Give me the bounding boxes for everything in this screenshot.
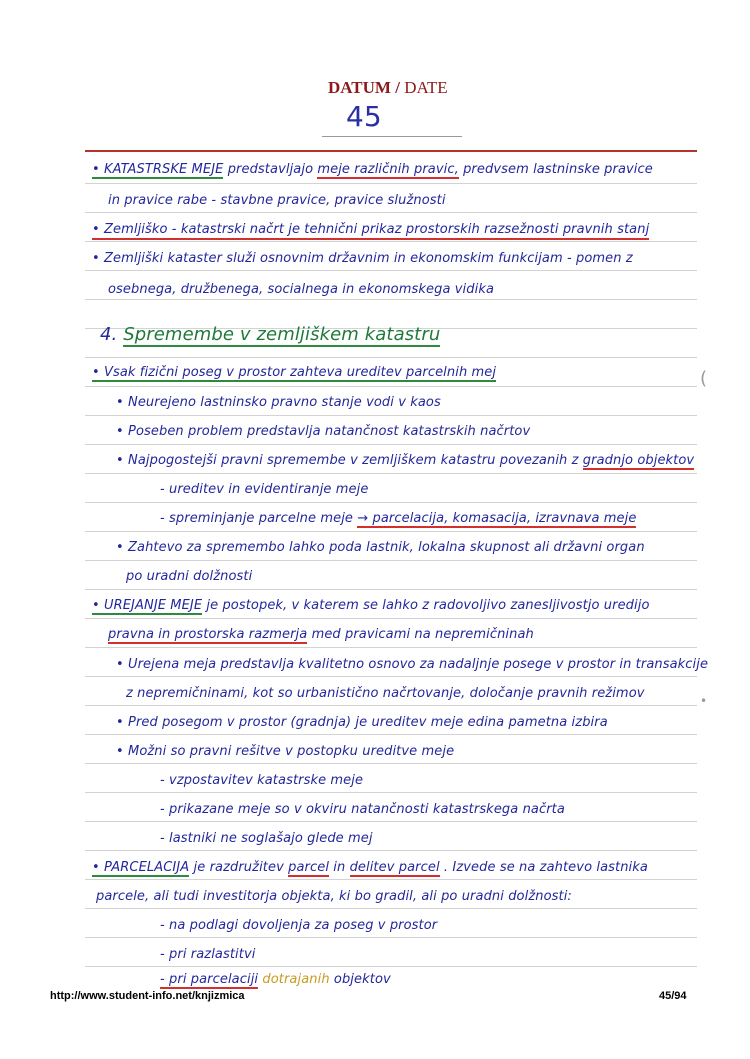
note-text: in	[333, 860, 346, 875]
header-divider	[85, 150, 697, 152]
note-text: med pravicami na nepremičninah	[311, 627, 534, 642]
ruled-line	[85, 212, 697, 213]
footer-url: http://www.student-info.net/knjizmica	[50, 990, 245, 1002]
note-text: • Najpogostejši pravni spremembe v zemljiškem katastru povezanih z	[116, 453, 579, 468]
note-line-11	[160, 511, 636, 526]
note-line-3: • Zemljiško - katastrski načrt je tehnični prikaz prostorskih razsežnosti pravnih stanj	[92, 222, 649, 240]
term-katastrske-meje: • KATASTRSKE MEJE	[92, 162, 224, 177]
ruled-line	[85, 821, 697, 822]
note-text: - pri parcelaciji	[160, 972, 259, 987]
ruled-line	[85, 473, 697, 474]
margin-dot: •	[700, 694, 708, 708]
ruled-line	[85, 966, 697, 967]
ruled-line	[85, 386, 697, 387]
note-line-8: • Poseben problem predstavlja natančnost katastrskih načrtov	[116, 424, 531, 439]
annotation-dotrajanih: dotrajanih	[262, 972, 330, 987]
note-line-18: • Pred posegom v prostor (gradnja) je ureditev meje edina pametna izbira	[116, 715, 608, 730]
note-line-5: osebnega, družbenega, socialnega in ekonomskega vidika	[108, 282, 495, 297]
section-heading	[100, 324, 440, 345]
ruled-line	[85, 560, 697, 561]
note-line-4: • Zemljiški kataster služi osnovnim državnim in ekonomskim funkcijam - pomen z	[92, 251, 633, 266]
note-line-25: - na podlagi dovoljenja za poseg v prostor	[160, 918, 438, 933]
note-line-9	[116, 453, 694, 468]
ruled-line	[85, 531, 697, 532]
note-text: - spreminjanje parcelne meje	[160, 511, 354, 526]
note-line-10: - ureditev in evidentiranje meje	[160, 482, 369, 497]
note-line-7: • Neurejeno lastninsko pravno stanje vodi v kaos	[116, 395, 441, 410]
note-line-13: po uradni dolžnosti	[126, 569, 253, 584]
ruled-line	[85, 270, 697, 271]
highlight-pravna-razmerja: pravna in prostorska razmerja	[108, 627, 308, 642]
ruled-line	[85, 589, 697, 590]
ruled-line	[85, 444, 697, 445]
ruled-line	[85, 850, 697, 851]
note-line-24: parcele, ali tudi investitorja objekta, ki bo gradil, ali po uradni dolžnosti:	[96, 889, 572, 904]
ruled-line	[85, 647, 697, 648]
ruled-line	[85, 299, 697, 300]
highlight-delitev-parcel: delitev parcel	[349, 860, 440, 875]
note-line-26: - pri razlastitvi	[160, 947, 256, 962]
note-line-19: • Možni so pravni rešitve v postopku ureditve meje	[116, 744, 455, 759]
note-line-1	[92, 162, 653, 177]
note-line-14	[92, 598, 650, 613]
highlight-meje-pravic: meje različnih pravic,	[317, 162, 459, 177]
note-text: . Izvede se na zahtevo lastnika	[443, 860, 648, 875]
date-slash: /	[395, 78, 400, 97]
handwritten-page-number: 45	[346, 100, 382, 133]
margin-mark: (	[700, 368, 708, 389]
footer-page-number: 45/94	[659, 990, 687, 1002]
note-line-17: z nepremičninami, kot so urbanistično načrtovanje, določanje pravnih režimov	[126, 686, 645, 701]
ruled-line	[85, 183, 697, 184]
note-line-27	[160, 972, 391, 987]
note-line-23	[92, 860, 648, 875]
note-text: je postopek, v katerem se lahko z radovoljivo zanesljivostjo uredijo	[206, 598, 650, 613]
ruled-line	[85, 357, 697, 358]
section-number: 4.	[100, 324, 118, 345]
ruled-line	[85, 937, 697, 938]
note-line-21: - prikazane meje so v okviru natančnosti katastrskega načrta	[160, 802, 565, 817]
note-line-22: - lastniki ne soglašajo glede mej	[160, 831, 373, 846]
date-underline	[322, 136, 462, 137]
note-line-6: • Vsak fizični poseg v prostor zahteva ureditev parcelnih mej	[92, 365, 497, 380]
note-text: objektov	[333, 972, 391, 987]
ruled-line	[85, 734, 697, 735]
ruled-line	[85, 502, 697, 503]
term-parcelacija: • PARCELACIJA	[92, 860, 190, 875]
ruled-line	[85, 792, 697, 793]
section-title: Spremembe v zemljiškem katastru	[123, 324, 441, 345]
term-urejanje-meje: • UREJANJE MEJE	[92, 598, 203, 613]
highlight-parcel: parcel	[288, 860, 330, 875]
note-line-15	[108, 627, 534, 642]
note-text: predvsem lastninske pravice	[463, 162, 653, 177]
highlight-gradnjo-objektov: gradnjo objektov	[582, 453, 695, 468]
ruled-line	[85, 879, 697, 880]
datum-label: DATUM	[328, 78, 391, 97]
note-line-20: - vzpostavitev katastrske meje	[160, 773, 364, 788]
note-line-16: • Urejena meja predstavlja kvalitetno osnovo za nadaljnje posege v prostor in transakcije	[116, 657, 709, 672]
ruled-line	[85, 908, 697, 909]
note-line-12: • Zahtevo za spremembo lahko poda lastnik, lokalna skupnost ali državni organ	[116, 540, 645, 555]
highlight-parcelacija: → parcelacija, komasacija, izravnava meje	[357, 511, 637, 526]
date-label-en: DATE	[404, 78, 448, 97]
note-text: je razdružitev	[193, 860, 284, 875]
ruled-line	[85, 676, 697, 677]
note-text: predstavljajo	[227, 162, 314, 177]
ruled-line	[85, 241, 697, 242]
ruled-line	[85, 763, 697, 764]
ruled-line	[85, 618, 697, 619]
date-header-label	[328, 78, 508, 98]
ruled-line	[85, 415, 697, 416]
ruled-line	[85, 705, 697, 706]
note-line-2: in pravice rabe - stavbne pravice, pravice služnosti	[108, 193, 446, 208]
